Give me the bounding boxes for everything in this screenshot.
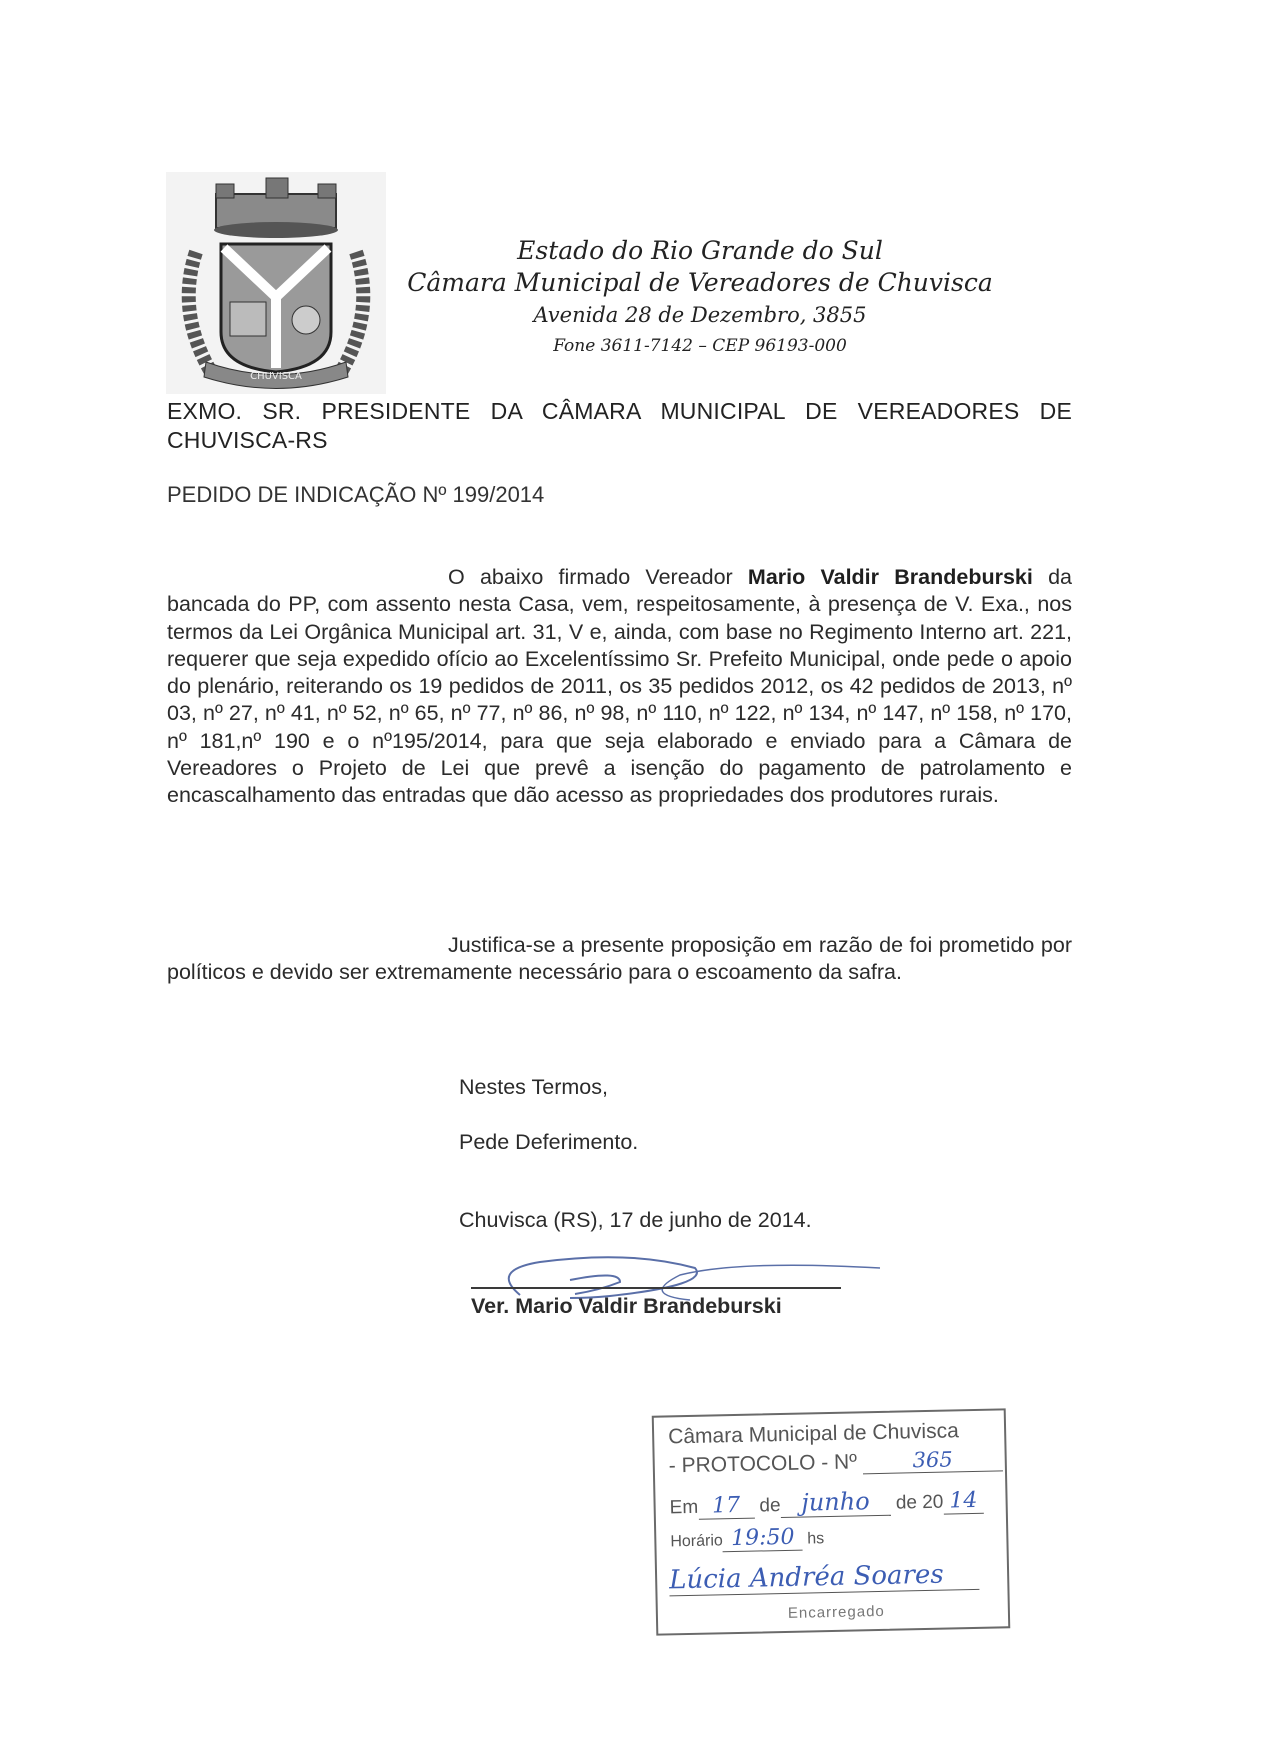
stamp-day: 17 <box>698 1493 755 1520</box>
stamp-year: 14 <box>943 1488 984 1515</box>
signatory-name: Ver. Mario Valdir Brandeburski <box>471 1294 782 1318</box>
letterhead-state: Estado do Rio Grande do Sul <box>517 236 883 265</box>
addressee-heading: EXMO. SR. PRESIDENTE DA CÂMARA MUNICIPAL DE VEREADORES DE CHUVISCA-RS <box>167 398 1072 453</box>
crest-label: CHUVISCA <box>250 371 302 382</box>
body-paragraph-justification <box>167 932 1072 987</box>
stamp-time-row <box>670 1524 824 1553</box>
closing-line-terms: Nestes Termos, <box>459 1075 608 1099</box>
letterhead-contact: Fone 3611-7142 – CEP 96193-000 <box>553 336 847 356</box>
stamp-time-label: Horário <box>670 1532 724 1551</box>
councilor-name: Mario Valdir Brandeburski <box>747 565 1033 589</box>
stamp-year-label: de 20 <box>895 1491 944 1514</box>
coat-of-arms-icon <box>166 172 386 394</box>
stamp-protocol-number: 365 <box>862 1446 1002 1474</box>
coat-of-arms-logo <box>166 172 386 394</box>
signature-line <box>471 1287 841 1289</box>
stamp-clerk-signature: Lúcia Andréa Soares <box>669 1559 980 1596</box>
stamp-protocol-label: - PROTOCOLO - Nº <box>668 1450 858 1478</box>
stamp-month: junho <box>780 1487 891 1518</box>
protocol-stamp <box>652 1408 1011 1635</box>
closing-date: Chuvisca (RS), 17 de junho de 2014. <box>459 1208 812 1232</box>
stamp-de-label: de <box>759 1495 781 1517</box>
stamp-title: Câmara Municipal de Chuvisca <box>667 1419 959 1449</box>
stamp-protocol-row <box>669 1446 1003 1478</box>
justification-text: Justifica-se a presente proposição em razão de foi prometido por políticos e devido ser extremamente necessário para o escoamento da safra. <box>167 933 1072 985</box>
body-paragraph-request <box>167 564 1072 810</box>
letterhead-address: Avenida 28 de Dezembro, 3855 <box>533 303 867 327</box>
document-subject: PEDIDO DE INDICAÇÃO Nº 199/2014 <box>167 482 545 507</box>
stamp-date-row <box>669 1485 983 1521</box>
letterhead-institution: Câmara Municipal de Vereadores de Chuvisca <box>407 268 993 297</box>
request-intro: O abaixo firmado Vereador <box>448 565 748 589</box>
stamp-time: 19:50 <box>723 1525 804 1553</box>
closing-line-request: Pede Deferimento. <box>459 1130 639 1154</box>
stamp-clerk-role: Encarregado <box>787 1602 885 1622</box>
stamp-hs-label: hs <box>807 1530 825 1548</box>
request-text: da bancada do PP, com assento nesta Casa, vem, respeitosamente, à presença de V. Exa., nos termos da Lei Orgânica Municipal art. 31, V e, ainda, com base no Regimento Interno art. 221, requerer que seja expedido ofício ao Excelentíssimo Sr. Prefeito Municipal, onde pede o apoio do plenário, reiterando os 19 pedidos de 2011, os 35 pedidos 2012, os 42 pedidos de 2013, nº 03, nº 27, nº 41, nº 52, nº 65, nº 77, nº 86, nº 98, nº 110, nº 122, nº 134, nº 147, nº 158, nº 170, nº 181,nº 190 e o nº195/2014, para que seja elaborado e enviado para a Câmara de Vereadores o Projeto de Lei que prevê a isenção do pagamento de patrolamento e encascalhamento das entradas que dão acesso as propriedades dos produtores rurais. <box>167 565 1072 808</box>
stamp-em-label: Em <box>669 1496 699 1519</box>
